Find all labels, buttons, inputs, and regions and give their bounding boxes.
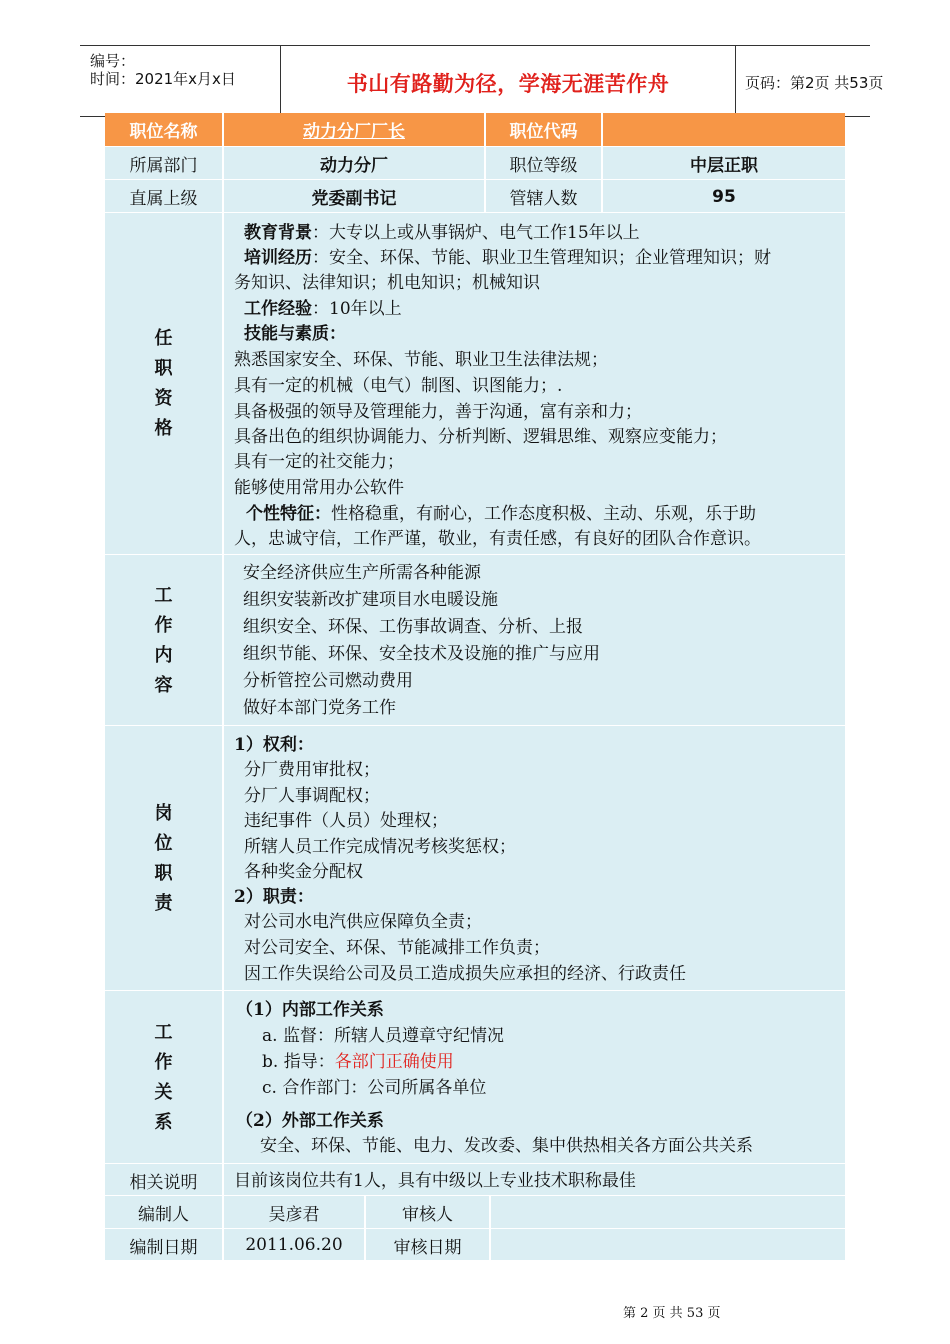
time-label: 时间：2021年x月x日	[90, 70, 236, 88]
section-relations	[105, 990, 845, 1164]
education-value: ：大专以上或从事锅炉、电气工作15年以上	[312, 223, 640, 243]
label-char: 格	[154, 418, 173, 439]
skills-key: 技能与素质：	[244, 324, 346, 344]
section-duties	[105, 725, 845, 991]
label-position-name: 职位名称	[129, 122, 198, 142]
relation-prefix: a. 监督：	[262, 1026, 334, 1046]
external-relations-title: （2）外部工作关系	[236, 1111, 384, 1131]
relation-text: 各部门正确使用	[334, 1052, 454, 1072]
label-char: 工	[154, 584, 173, 606]
relation-prefix: b. 指导：	[262, 1052, 335, 1072]
personality-value: 性格稳重，有耐心，工作态度积极、主动、乐观，乐于助	[331, 504, 756, 524]
row-remarks	[105, 1163, 845, 1196]
label-grade: 职位等级	[484, 147, 601, 180]
right-item: 各种奖金分配权	[244, 862, 363, 882]
page-info: 页码：第2页 共53页	[745, 74, 884, 92]
work-item: 分析管控公司燃动费用	[243, 671, 413, 691]
label-char: 职	[154, 358, 173, 379]
label-char: 责	[154, 892, 173, 914]
internal-relations-title: （1）内部工作关系	[236, 1000, 384, 1020]
experience-key: 工作经验	[244, 299, 312, 319]
label-reviewer: 审核人	[364, 1196, 489, 1229]
internal-relation-item	[262, 1026, 504, 1046]
relation-text: 所辖人员遵章守纪情况	[333, 1026, 504, 1046]
skill-item: 具有一定的社交能力；	[234, 452, 404, 472]
header-page-cell	[735, 46, 884, 116]
row-position-name	[105, 113, 845, 146]
duties-content	[222, 726, 845, 991]
header-info-cell	[80, 46, 280, 116]
qualifications-label-cell	[105, 213, 222, 555]
header-motto-cell	[280, 46, 736, 116]
duties-label-cell	[105, 726, 222, 991]
experience-line	[244, 299, 402, 319]
label-char: 工	[154, 1021, 173, 1043]
education-key: 教育背景	[244, 223, 312, 243]
work-item: 安全经济供应生产所需各种能源	[243, 563, 481, 583]
responsibility-item: 对公司水电汽供应保障负全责；	[244, 912, 482, 932]
label-char: 位	[154, 832, 173, 854]
label-department: 所属部门	[129, 156, 198, 176]
value-compiler: 吴彦君	[222, 1196, 364, 1229]
training-line	[244, 248, 771, 268]
external-relations-text: 安全、环保、节能、电力、发改委、集中供热相关各方面公共关系	[260, 1136, 753, 1156]
internal-relation-item	[262, 1052, 454, 1072]
skill-item: 具有一定的机械（电气）制图、识图能力；.	[234, 376, 563, 396]
training-key: 培训经历	[244, 248, 312, 268]
label-char: 作	[154, 614, 173, 636]
work-item: 做好本部门党务工作	[243, 698, 396, 718]
label-compile-date: 编制日期	[129, 1237, 198, 1258]
work-item: 组织安装新改扩建项目水电暖设施	[243, 590, 498, 610]
label-char: 岗	[154, 802, 173, 824]
skill-item: 能够使用常用办公软件	[234, 478, 404, 498]
relation-prefix: c. 合作部门：	[262, 1078, 368, 1098]
label-char: 关	[154, 1081, 173, 1103]
motto: 书山有路勤为径，学海无涯苦作舟	[346, 72, 670, 96]
relation-text: 公司所属各单位	[367, 1078, 487, 1098]
section-work-content	[105, 554, 845, 726]
right-item: 分厂人事调配权；	[244, 786, 380, 806]
skill-item: 熟悉国家安全、环保、节能、职业卫生法律法规；	[234, 350, 608, 370]
education-line	[244, 223, 640, 243]
skill-item: 具备出色的组织协调能力、分析判断、逻辑思维、观察应变能力；	[234, 427, 727, 447]
value-reviewer	[489, 1196, 845, 1229]
section-qualifications	[105, 212, 845, 555]
label-char: 系	[154, 1111, 173, 1133]
relations-label-cell	[105, 991, 222, 1164]
remarks-cell	[222, 1164, 845, 1196]
label-supervisor: 直属上级	[129, 189, 198, 209]
value-grade: 中层正职	[601, 147, 845, 180]
label-compiler: 编制人	[138, 1205, 189, 1225]
page-footer: 第 2 页 共 53 页	[623, 1306, 721, 1321]
label-position-code: 职位代码	[484, 113, 601, 146]
work-item: 组织安全、环保、工伤事故调查、分析、上报	[243, 617, 583, 637]
personality-key: 个性特征：	[246, 504, 331, 524]
label-char: 容	[154, 674, 173, 696]
label-char: 作	[154, 1051, 173, 1073]
right-item: 分厂费用审批权；	[244, 760, 380, 780]
relations-content	[222, 991, 845, 1164]
duties-label	[155, 799, 173, 919]
right-item: 违纪事件（人员）处理权；	[244, 811, 448, 831]
internal-relation-item	[262, 1078, 486, 1098]
label-review-date: 审核日期	[364, 1229, 489, 1261]
work-item: 组织节能、环保、安全技术及设施的推广与应用	[243, 644, 600, 664]
label-char: 职	[154, 862, 173, 884]
training-line-2: 务知识、法律知识；机电知识；机械知识	[234, 273, 540, 293]
row-compiler	[105, 1195, 845, 1229]
value-compile-date: 2011.06.20	[222, 1229, 364, 1261]
row-compile-date	[105, 1228, 845, 1261]
job-description-form	[105, 113, 845, 1260]
work-content-label-cell	[105, 555, 222, 726]
rights-title: 1）权利：	[234, 735, 314, 755]
value-headcount: 95	[601, 180, 845, 213]
value-department: 动力分厂	[222, 147, 484, 180]
label-char: 资	[154, 388, 173, 409]
qualifications-content	[222, 213, 845, 555]
right-item: 所辖人员工作完成情况考核奖惩权；	[244, 837, 516, 857]
value-review-date	[489, 1229, 845, 1261]
value-position-name: 动力分厂厂长	[222, 113, 484, 146]
training-value: ：安全、环保、节能、职业卫生管理知识；企业管理知识；财	[312, 248, 771, 268]
number-label: 编号：	[90, 52, 136, 70]
relations-label	[155, 1018, 173, 1138]
label-char: 内	[154, 644, 173, 666]
experience-value: ：10年以上	[312, 299, 402, 319]
responsibility-item: 因工作失误给公司及员工造成损失应承担的经济、行政责任	[244, 964, 686, 984]
page-header	[80, 45, 884, 117]
value-position-code	[601, 113, 845, 146]
qualifications-label	[155, 324, 173, 444]
personality-line	[246, 504, 756, 524]
responsibilities-title: 2）职责：	[234, 887, 314, 907]
skill-item: 具备极强的领导及管理能力，善于沟通，富有亲和力；	[234, 402, 642, 422]
remarks-text: 目前该岗位共有1人，具有中级以上专业技术职称最佳	[234, 1171, 636, 1191]
row-supervisor	[105, 179, 845, 213]
work-content-label	[155, 581, 173, 701]
label-char: 任	[154, 328, 173, 349]
responsibility-item: 对公司安全、环保、节能减排工作负责；	[244, 938, 550, 958]
label-remarks: 相关说明	[129, 1172, 198, 1193]
label-headcount: 管辖人数	[484, 180, 601, 213]
work-content-list	[222, 555, 845, 726]
row-department	[105, 146, 845, 180]
personality-line-2: 人，忠诚守信，工作严谨，敬业，有责任感，有良好的团队合作意识。	[234, 529, 761, 549]
value-supervisor: 党委副书记	[222, 180, 484, 213]
